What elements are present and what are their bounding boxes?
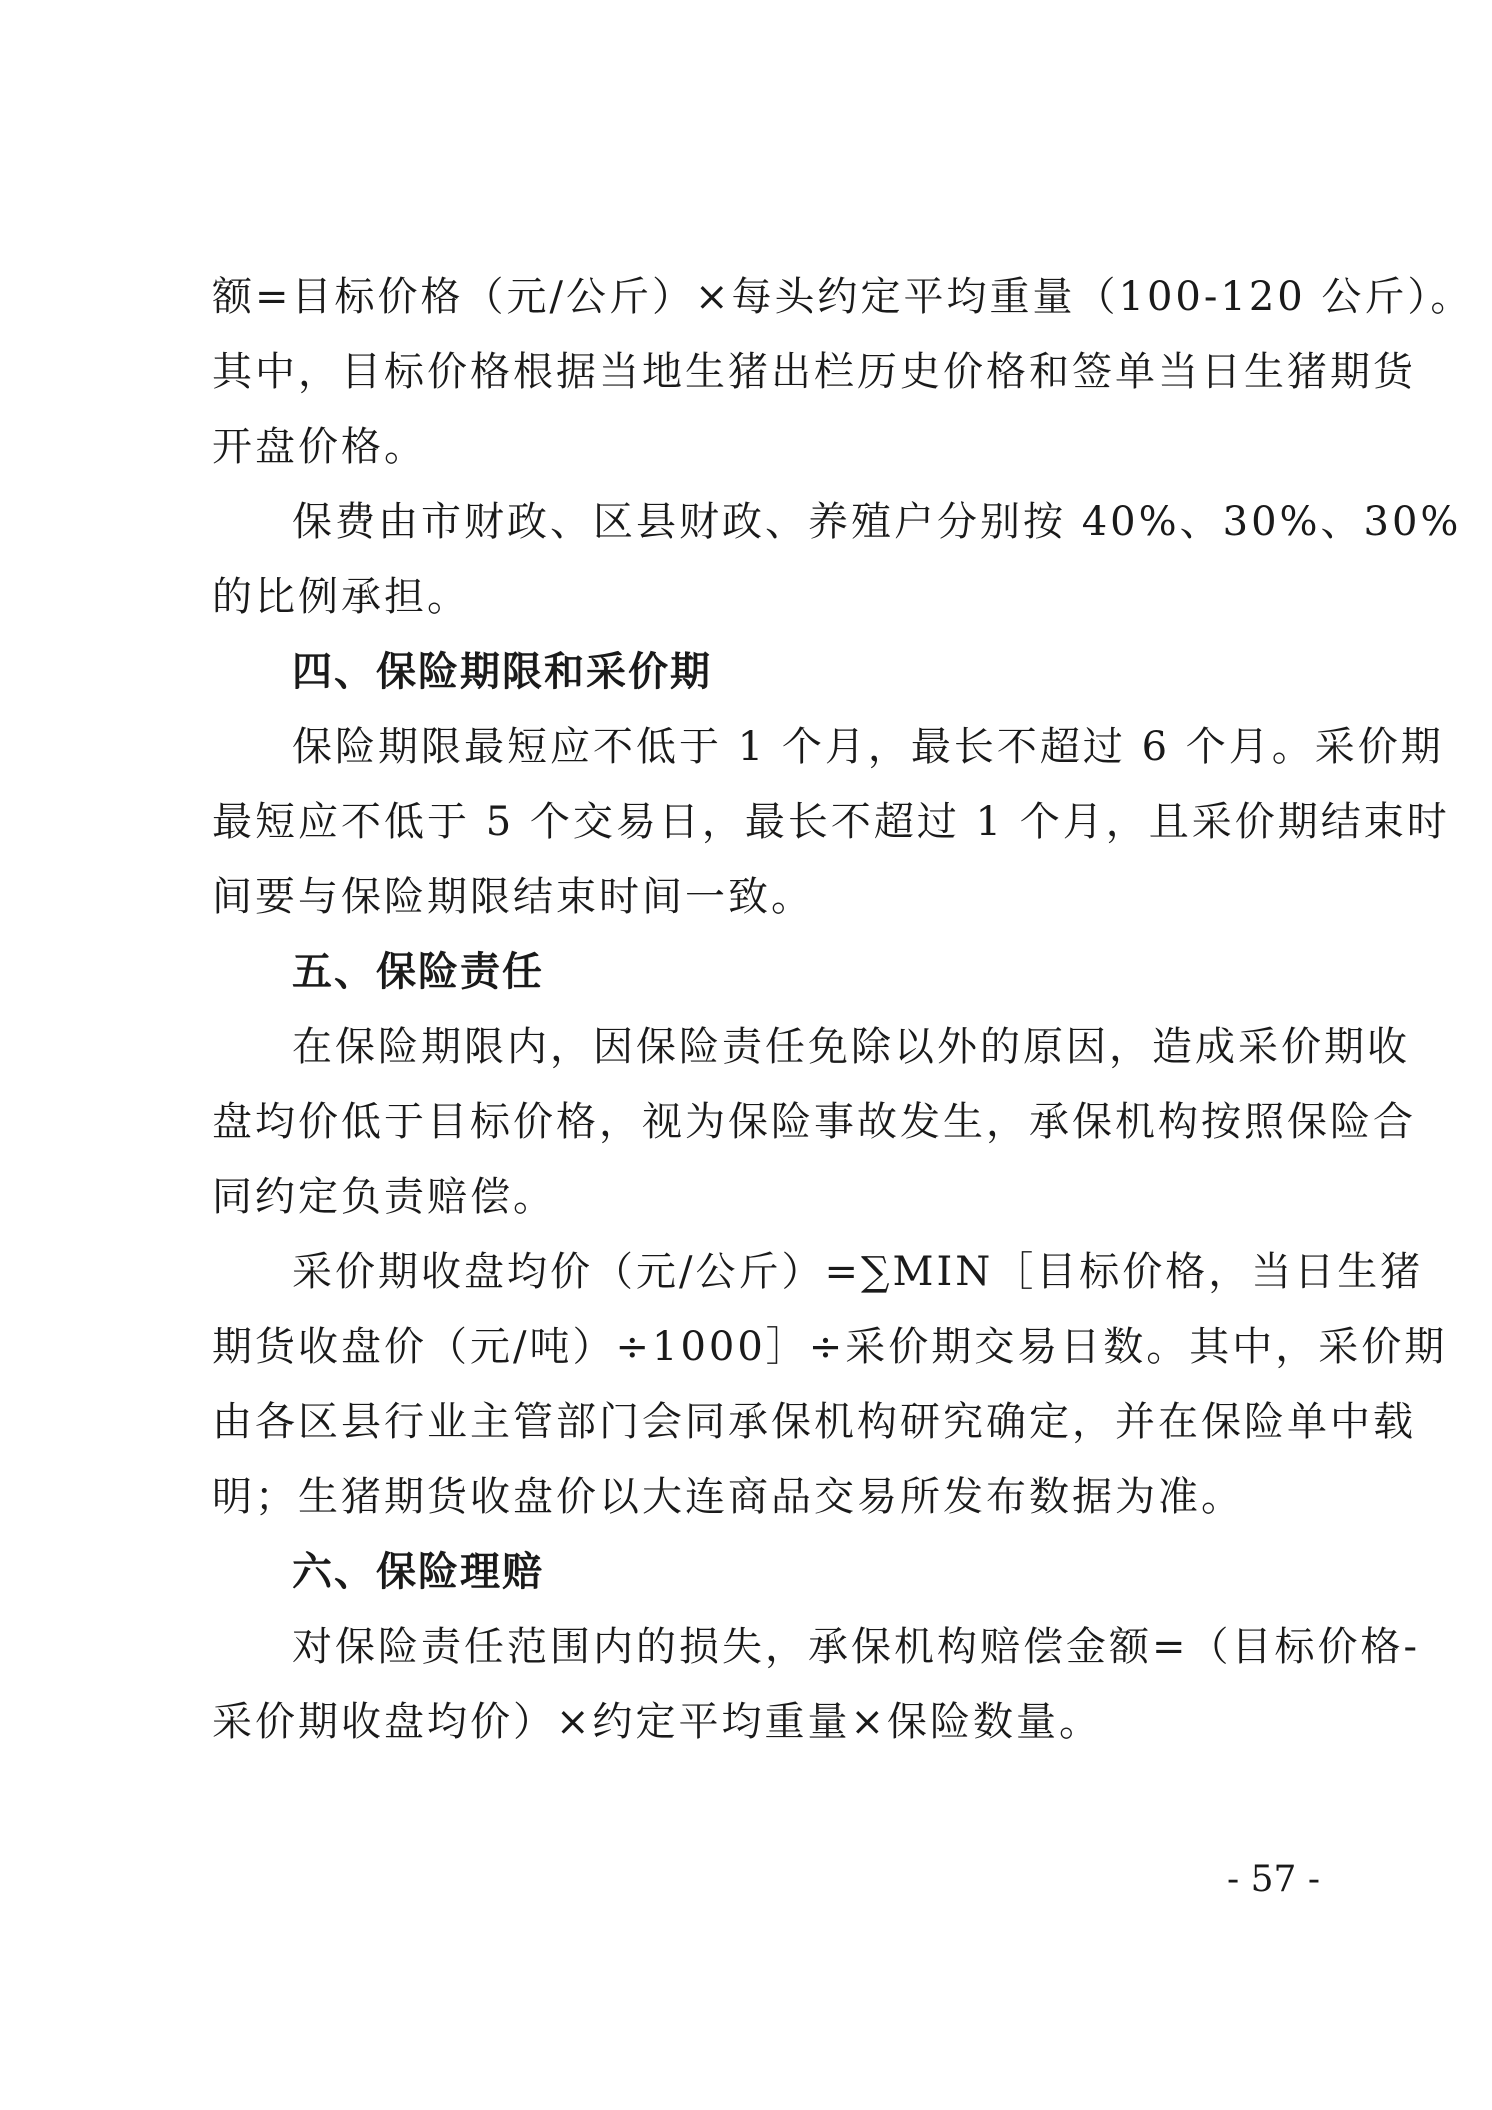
body-text-line: 开盘价格。	[212, 424, 427, 470]
body-text-line: 由各区县行业主管部门会同承保机构研究确定，并在保险单中载	[212, 1399, 1416, 1445]
body-text-line: 保费由市财政、区县财政、养殖户分别按 40%、30%、30%	[292, 499, 1462, 545]
body-text-line: 明；生猪期货收盘价以大连商品交易所发布数据为准。	[212, 1474, 1244, 1520]
body-text-line: 最短应不低于 5 个交易日，最长不超过 1 个月，且采价期结束时	[212, 799, 1450, 845]
body-text-line: 其中，目标价格根据当地生猪出栏历史价格和签单当日生猪期货	[212, 349, 1416, 395]
section-heading-insurance-liability: 五、保险责任	[292, 949, 544, 995]
section-heading-term-and-pricing-period: 四、保险期限和采价期	[292, 649, 712, 695]
body-text-line: 间要与保险期限结束时间一致。	[212, 874, 814, 920]
body-text-line: 的比例承担。	[212, 574, 470, 620]
body-text-line: 同约定负责赔偿。	[212, 1174, 556, 1220]
body-text-line: 在保险期限内，因保险责任免除以外的原因，造成采价期收	[292, 1024, 1410, 1070]
body-text-line: 采价期收盘均价）×约定平均重量×保险数量。	[212, 1699, 1103, 1745]
body-text-line: 盘均价低于目标价格，视为保险事故发生，承保机构按照保险合	[212, 1099, 1416, 1145]
body-text-line: 期货收盘价（元/吨）÷1000］÷采价期交易日数。其中，采价期	[212, 1324, 1448, 1370]
body-text-line: 保险期限最短应不低于 1 个月，最长不超过 6 个月。采价期	[292, 724, 1444, 770]
section-heading-claims: 六、保险理赔	[292, 1549, 544, 1595]
page-number: - 57 -	[1226, 1859, 1320, 1900]
body-text-line: 采价期收盘均价（元/公斤）=∑MIN［目标价格，当日生猪	[292, 1249, 1424, 1295]
body-text-line: 额=目标价格（元/公斤）×每头约定平均重量（100-120 公斤）。	[212, 274, 1474, 320]
body-text-line: 对保险责任范围内的损失，承保机构赔偿金额=（目标价格-	[292, 1624, 1421, 1670]
